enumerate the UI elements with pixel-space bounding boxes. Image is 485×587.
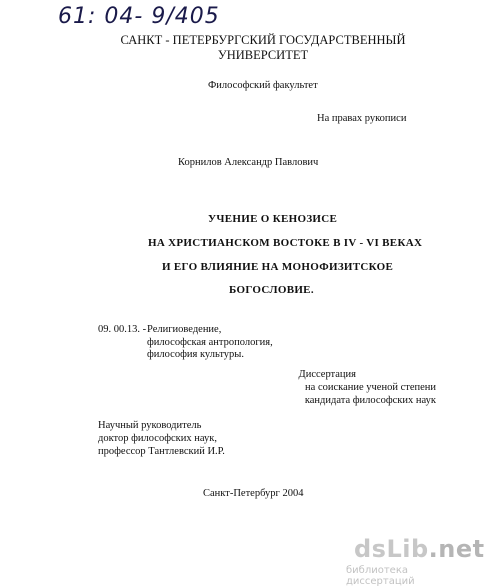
faculty: Философский факультет — [208, 80, 318, 91]
dslib-watermark[interactable] — [346, 535, 485, 587]
specialty-code: 09. 00.13. - — [98, 324, 147, 335]
specialty-line-3: философия культуры. — [147, 349, 244, 360]
specialty-line-1: Религиоведение, — [147, 324, 222, 335]
supervisor-block — [98, 419, 225, 458]
dissertation-line-1: Диссертация — [298, 369, 356, 380]
dslib-logo: dsLib.net — [354, 535, 485, 563]
university-line-1: САНКТ - ПЕТЕРБУРГСКИЙ ГОСУДАРСТВЕННЫЙ — [120, 33, 406, 47]
dissertation-statement — [236, 368, 436, 407]
dissertation-line-2: на соискание ученой степени — [305, 382, 436, 393]
title-line-1: УЧЕНИЕ О КЕНОЗИСЕ — [208, 213, 338, 225]
city-year: Санкт-Петербург 2004 — [203, 488, 304, 499]
title-line-3: И ЕГО ВЛИЯНИЕ НА МОНОФИЗИТСКОЕ — [162, 261, 394, 273]
specialty-line-2: философская антропология, — [147, 336, 273, 348]
handwritten-code: 61: 04- 9/405 — [58, 4, 220, 29]
university-line-2: УНИВЕРСИТЕТ — [217, 48, 309, 62]
supervisor-line-1: Научный руководитель — [98, 420, 202, 431]
dissertation-line-3: кандидата философских наук — [304, 395, 436, 406]
university-name — [118, 33, 408, 63]
title-line-4: БОГОСЛОВИЕ. — [229, 284, 314, 296]
manuscript-rights: На правах рукописи — [317, 113, 407, 124]
supervisor-line-3: профессор Тантлевский И.Р. — [98, 446, 225, 457]
specialty-names — [147, 324, 273, 362]
supervisor-line-2: доктор философских наук, — [98, 433, 217, 444]
dslib-subtitle: библиотека диссертаций — [346, 565, 415, 587]
author-name: Корнилов Александр Павлович — [178, 157, 319, 168]
title-line-2: НА ХРИСТИАНСКОМ ВОСТОКЕ В IV - VI ВЕКАХ — [148, 237, 423, 249]
